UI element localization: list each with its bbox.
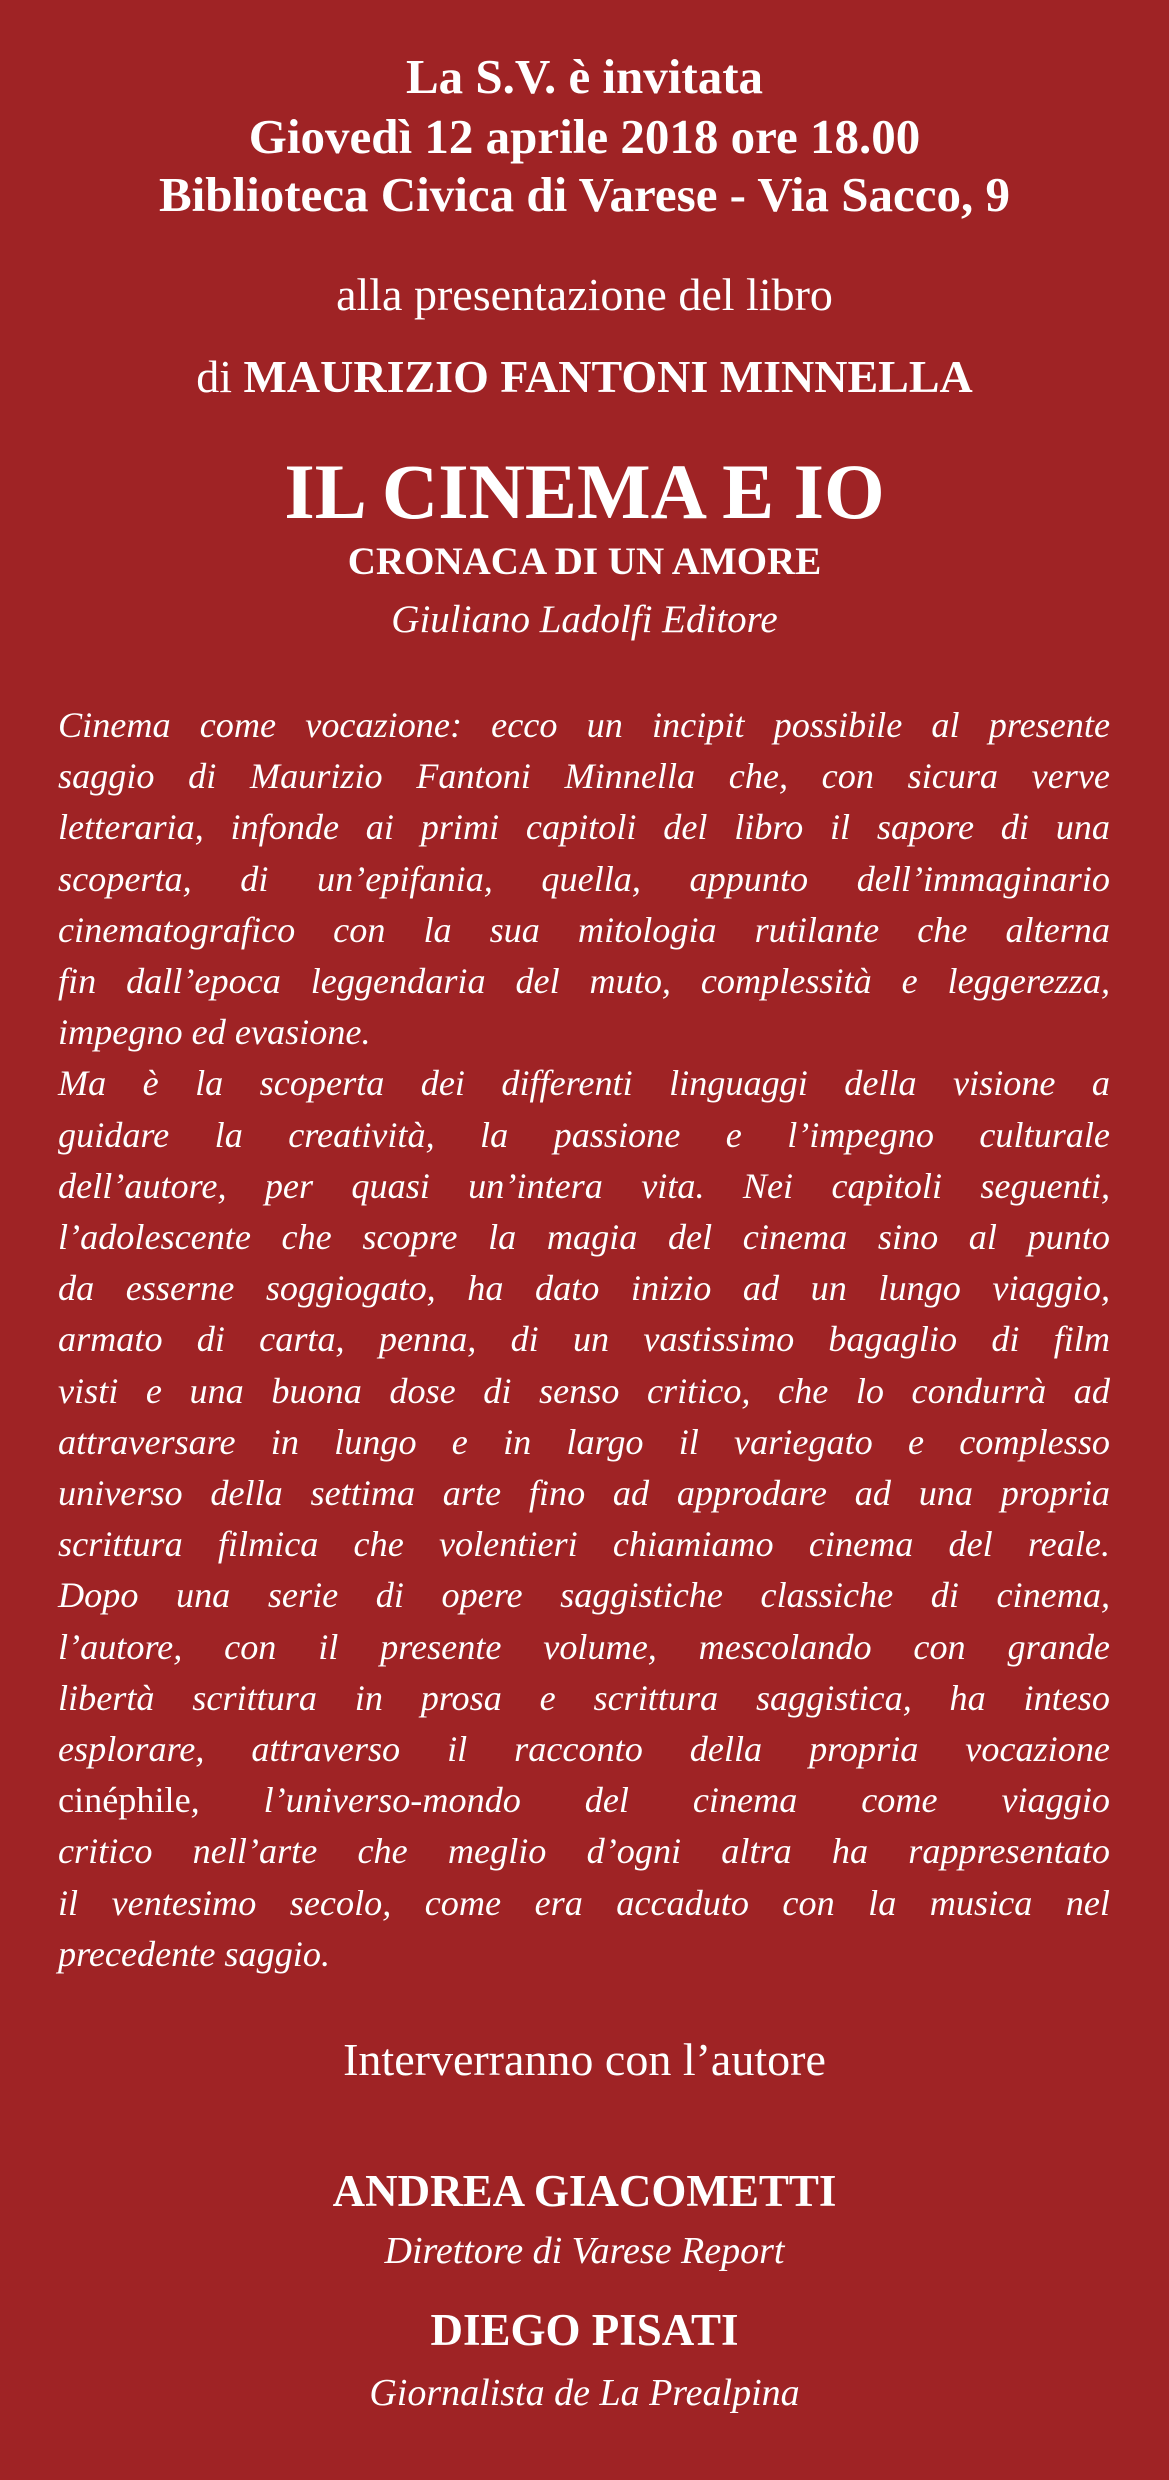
speaker-name: ANDREA GIACOMETTI (332, 2166, 837, 2216)
speaker-role: Direttore di Varese Report (384, 2230, 785, 2272)
speaker-name: DIEGO PISATI (430, 2305, 739, 2355)
description-line: fin dall’epoca leggendaria del muto, complessità e leggerezza, (58, 961, 1110, 1002)
event-location-line: Biblioteca Civica di Varese - Via Sacco, 9 (158, 167, 1011, 222)
line-remainder: , l’universo-mondo del cinema come viaggio (190, 1780, 1110, 1821)
upright-word: cinéphile (58, 1780, 191, 1821)
book-subtitle: CRONACA DI UN AMORE (347, 540, 822, 583)
book-publisher: Giuliano Ladolfi Editore (391, 598, 778, 641)
description-line: precedente saggio. (58, 1933, 330, 1974)
description-line: da esserne soggiogato, ha dato inizio ad un lungo viaggio, (58, 1268, 1110, 1309)
author-line (0, 350, 1169, 404)
book-description (58, 700, 1110, 1980)
description-line: dell’autore, per quasi un’intera vita. Nei capitoli seguenti, (58, 1165, 1110, 1206)
description-line: cinematografico con la sua mitologia rutilante che alterna (58, 909, 1110, 950)
speakers-intro: Interverranno con l’autore (343, 2034, 826, 2085)
presentation-intro: alla presentazione del libro (336, 269, 833, 320)
description-line: letteraria, infonde ai primi capitoli del libro il sapore di una (58, 807, 1110, 848)
author-name: MAURIZIO FANTONI MINNELLA (243, 351, 973, 402)
description-line: l’adolescente che scopre la magia del cinema sino al punto (58, 1217, 1110, 1258)
description-line: scrittura filmica che volentieri chiamiamo cinema del reale. (58, 1524, 1110, 1565)
description-line: l’autore, con il presente volume, mescolando con grande (58, 1626, 1110, 1667)
speaker-role: Giornalista de La Prealpina (369, 2372, 800, 2414)
description-line: impegno ed evasione. (58, 1012, 371, 1053)
description-line: libertà scrittura in prosa e scrittura saggistica, ha inteso (58, 1677, 1110, 1718)
description-line: saggio di Maurizio Fantoni Minnella che, con sicura verve (58, 756, 1110, 797)
description-line (58, 1775, 1110, 1826)
invitation-line: La S.V. è invitata (405, 49, 764, 104)
author-prefix: di (196, 351, 244, 402)
description-paragraph-1 (58, 700, 1110, 1058)
description-line: Cinema come vocazione: ecco un incipit possibile al presente (58, 705, 1110, 745)
description-line: visti e una buona dose di senso critico, che lo condurrà ad (58, 1370, 1110, 1411)
description-line: Ma è la scoperta dei differenti linguaggi della visione a (58, 1063, 1110, 1104)
description-line: guidare la creatività, la passione e l’impegno culturale (58, 1114, 1110, 1155)
book-title: IL CINEMA E IO (284, 448, 885, 535)
description-paragraph-2 (58, 1058, 1110, 1980)
description-line: attraversare in lungo e in largo il variegato e complesso (58, 1421, 1110, 1462)
event-date-line: Giovedì 12 aprile 2018 ore 18.00 (248, 109, 921, 164)
description-line: universo della settima arte fino ad approdare ad una propria (58, 1473, 1110, 1514)
description-line: armato di carta, penna, di un vastissimo bagaglio di film (58, 1319, 1110, 1360)
description-line: esplorare, attraverso il racconto della propria vocazione (58, 1729, 1110, 1770)
description-line: Dopo una serie di opere saggistiche classiche di cinema, (58, 1575, 1110, 1616)
description-line: il ventesimo secolo, come era accaduto con la musica nel (58, 1882, 1110, 1923)
description-line: scoperta, di un’epifania, quella, appunto dell’immaginario (58, 858, 1110, 899)
description-line: critico nell’arte che meglio d’ogni altra ha rappresentato (58, 1831, 1110, 1872)
